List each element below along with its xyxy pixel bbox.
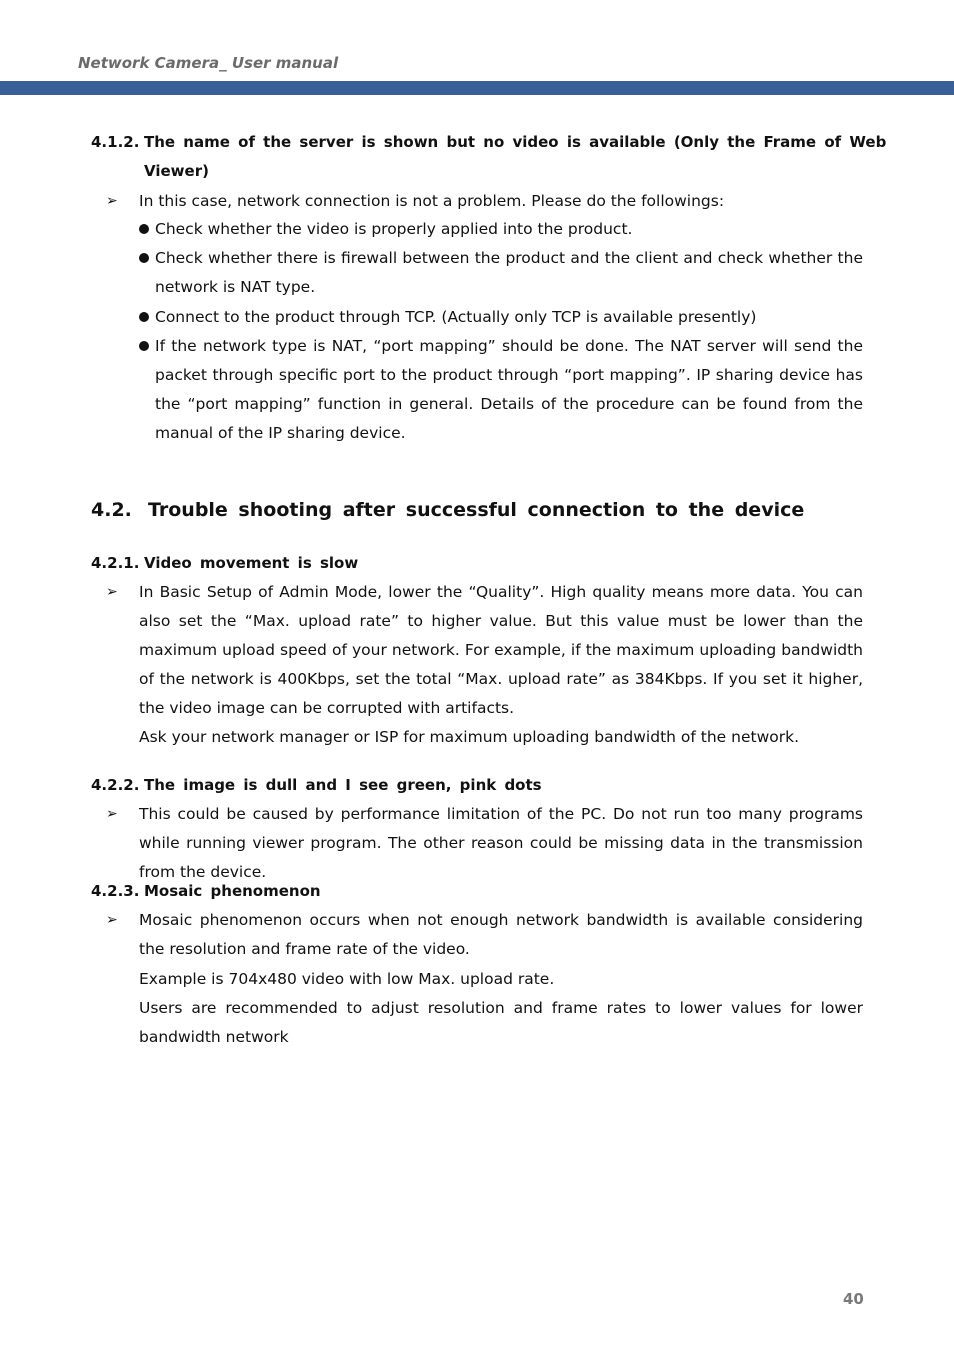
section-number: 4.1.2.	[91, 133, 140, 151]
header-title: Network Camera_ User manual	[78, 54, 339, 72]
section-heading-4-2-3	[91, 877, 321, 906]
list-item-text: Check whether there is firewall between the product and the client and check whether the network is NAT type.	[155, 249, 863, 296]
arrow-bullet-icon: ➢	[106, 193, 118, 209]
section-heading-4-1-2	[91, 128, 886, 157]
list-item-text: Connect to the product through TCP. (Actually only TCP is available presently)	[155, 308, 757, 326]
section-title: The image is dull and I see green, pink dots	[144, 776, 542, 794]
section-heading-4-1-2-cont	[144, 157, 209, 186]
section-title-line2: Viewer)	[144, 162, 209, 180]
arrow-bullet-icon: ➢	[106, 584, 118, 600]
section-paragraph: This could be caused by performance limitation of the PC. Do not run too many programs while running viewer program. The other reason could be missing data in the transmission from the device.	[139, 805, 863, 881]
arrow-bullet-icon: ➢	[106, 912, 118, 928]
list-item	[139, 244, 863, 302]
section-number: 4.2.3.	[91, 882, 140, 900]
section-intro: In this case, network connection is not a problem. Please do the followings:	[139, 192, 725, 210]
section-heading-4-2	[91, 499, 804, 521]
list-item	[139, 215, 863, 244]
section-title: Trouble shooting after successful connection to the device	[148, 499, 805, 521]
section-title-line1: The name of the server is shown but no video is available (Only the Frame of Web	[144, 133, 887, 151]
bullet-dot-icon	[139, 253, 149, 263]
section-paragraph: Mosaic phenomenon occurs when not enough network bandwidth is available considering the resolution and frame rate of the video.	[139, 911, 863, 958]
section-number: 4.2.1.	[91, 554, 140, 572]
section-heading-4-2-2	[91, 771, 542, 800]
list-item-text: Check whether the video is properly applied into the product.	[155, 220, 633, 238]
arrow-bullet-icon: ➢	[106, 806, 118, 822]
section-number: 4.2.2.	[91, 776, 140, 794]
bullet-dot-icon	[139, 224, 149, 234]
section-paragraph: In Basic Setup of Admin Mode, lower the “Quality”. High quality means more data. You can also set the “Max. upload rate” to higher value. But this value must be lower than the maximum upload speed of your network. For example, if the maximum uploading bandwidth of the network is 400Kbps, set the total “Max. upload rate” as 384Kbps. If you set it higher, the video image can be corrupted with artifacts.	[139, 583, 863, 717]
section-title: Mosaic phenomenon	[144, 882, 321, 900]
bullet-dot-icon	[139, 312, 149, 322]
header-bar	[0, 81, 954, 95]
section-paragraph: Users are recommended to adjust resolution and frame rates to lower values for lower bandwidth network	[139, 999, 863, 1046]
list-item	[139, 303, 863, 332]
bullet-dot-icon	[139, 341, 149, 351]
page-number: 40	[843, 1290, 864, 1308]
section-paragraph: Ask your network manager or ISP for maximum uploading bandwidth of the network.	[139, 728, 799, 746]
list-item	[139, 332, 863, 448]
section-number: 4.2.	[91, 499, 132, 521]
section-paragraph: Example is 704x480 video with low Max. upload rate.	[139, 970, 555, 988]
list-item-text: If the network type is NAT, “port mapping” should be done. The NAT server will send the packet through specific port to the product through “port mapping”. IP sharing device has the “port mapping” function in general. Details of the procedure can be found from the manual of the IP sharing device.	[155, 337, 863, 442]
section-title: Video movement is slow	[144, 554, 359, 572]
section-heading-4-2-1	[91, 549, 358, 578]
